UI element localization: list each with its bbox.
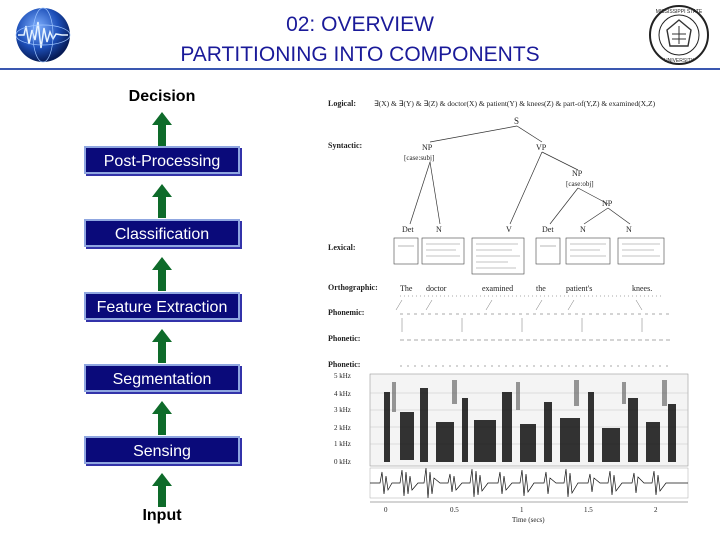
time-tick-05: 0.5 bbox=[450, 506, 459, 514]
tree-node-v: V bbox=[506, 225, 512, 234]
svg-text:UNIVERSITY: UNIVERSITY bbox=[663, 58, 695, 64]
freq-label-5: 5 kHz bbox=[334, 372, 351, 380]
tree-node-n-2: N bbox=[580, 225, 586, 234]
logical-form: ∃(X) & ∃(Y) & ∃(Z) & doctor(X) & patient(Y) & knees(Z) & part-of(Y,Z) & examined(X,Z) bbox=[374, 99, 656, 108]
segmentation-stage: Segmentation bbox=[84, 364, 240, 392]
time-axis-label: Time (secs) bbox=[512, 516, 545, 524]
classification-stage: Classification bbox=[84, 219, 240, 247]
time-tick-0: 0 bbox=[384, 506, 388, 514]
word-3: examined bbox=[482, 284, 514, 293]
tree-node-s: S bbox=[514, 116, 520, 126]
feature-extraction-stage: Feature Extraction bbox=[84, 292, 240, 320]
tree-node-np: NP bbox=[422, 143, 433, 152]
tree-node-np2-case: [case:obj] bbox=[566, 180, 594, 188]
row-label-phonetic-2: Phonetic: bbox=[328, 360, 361, 369]
up-arrow-icon bbox=[152, 329, 172, 368]
freq-label-0: 0 kHz bbox=[334, 458, 351, 466]
word-5: patient's bbox=[566, 284, 593, 293]
time-tick-1: 1 bbox=[520, 506, 524, 514]
tree-node-np3: NP bbox=[602, 199, 613, 208]
row-label-phonemic: Phonemic: bbox=[328, 308, 365, 317]
row-label-phonetic: Phonetic: bbox=[328, 334, 361, 343]
word-1: The bbox=[400, 284, 413, 293]
page-subtitle: PARTITIONING INTO COMPONENTS bbox=[180, 43, 540, 66]
word-2: doctor bbox=[426, 284, 447, 293]
freq-label-3: 3 kHz bbox=[334, 406, 351, 414]
header-divider bbox=[0, 68, 720, 70]
tree-node-det: Det bbox=[402, 225, 414, 234]
tree-node-vp: VP bbox=[536, 143, 547, 152]
up-arrow-icon bbox=[152, 257, 172, 296]
up-arrow-icon bbox=[152, 401, 172, 440]
row-label-logical: Logical: bbox=[328, 99, 356, 108]
tree-node-det-2: Det bbox=[542, 225, 554, 234]
row-label-syntactic: Syntactic: bbox=[328, 141, 363, 150]
sensing-stage: Sensing bbox=[84, 436, 240, 464]
university-seal-icon bbox=[646, 4, 712, 66]
linguistic-analysis-figure bbox=[322, 92, 694, 524]
lexical-feature-lines bbox=[398, 244, 660, 268]
freq-label-2: 2 kHz bbox=[334, 424, 351, 432]
post-processing-stage: Post-Processing bbox=[84, 146, 240, 174]
page-title: 02: OVERVIEW bbox=[286, 13, 434, 36]
globe-logo-icon bbox=[12, 6, 74, 64]
alignment-lines bbox=[396, 300, 642, 332]
up-arrow-icon bbox=[152, 184, 172, 223]
svg-text:MISSISSIPPI STATE: MISSISSIPPI STATE bbox=[655, 9, 703, 15]
waveform bbox=[370, 468, 688, 498]
word-6: knees. bbox=[632, 284, 653, 293]
time-tick-15: 1.5 bbox=[584, 506, 593, 514]
freq-label-1: 1 kHz bbox=[334, 440, 351, 448]
tree-node-n: N bbox=[436, 225, 442, 234]
tree-node-np2: NP bbox=[572, 169, 583, 178]
tree-node-n-3: N bbox=[626, 225, 632, 234]
tree-node-np-case: [case:subj] bbox=[404, 154, 435, 162]
row-label-lexical: Lexical: bbox=[328, 243, 356, 252]
word-4: the bbox=[536, 284, 546, 293]
row-label-orthographic: Orthographic: bbox=[328, 283, 378, 292]
time-tick-2: 2 bbox=[654, 506, 658, 514]
phonemic-marks bbox=[400, 296, 672, 366]
input-label: Input bbox=[142, 507, 182, 524]
spectrogram bbox=[370, 374, 688, 466]
decision-label: Decision bbox=[128, 88, 196, 105]
freq-label-4: 4 kHz bbox=[334, 390, 351, 398]
